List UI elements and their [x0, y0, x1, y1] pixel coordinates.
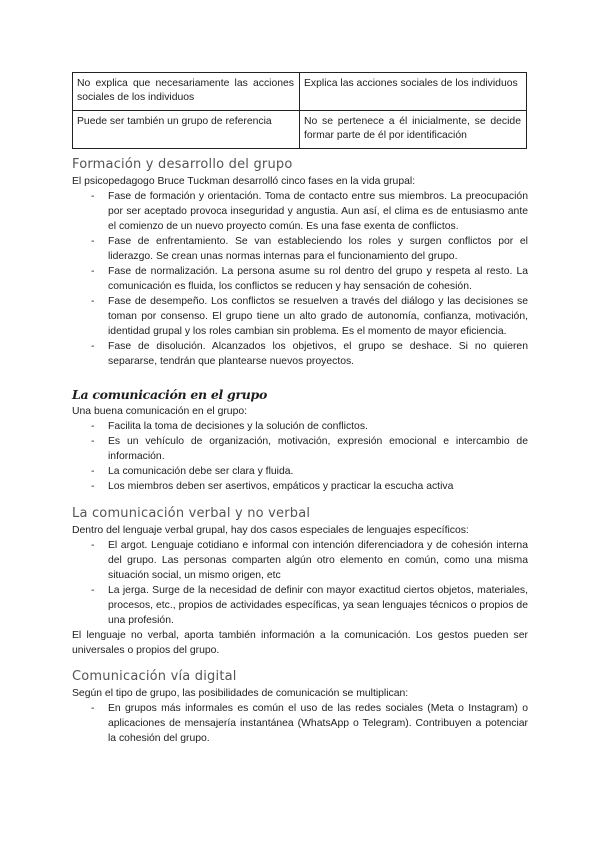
table-row: [73, 111, 527, 149]
section-digital: [72, 668, 528, 746]
bullet-dash: -: [91, 296, 95, 307]
section-outro: El lenguaje no verbal, aporta también información a la comunicación. Los gestos pueden ser universales o propios del grupo.: [72, 630, 528, 656]
table-cell: Explica las acciones sociales de los individuos: [300, 73, 527, 111]
table-cell: Puede ser también un grupo de referencia: [73, 111, 300, 149]
section-formacion: [72, 156, 528, 369]
digital-list: [72, 701, 528, 746]
table-cell: No se pertenece a él inicialmente, se decide formar parte de él por identificación: [300, 111, 527, 149]
phase-list: [72, 189, 528, 369]
bullet-dash: -: [91, 236, 95, 247]
list-item: - Facilita la toma de decisiones y la solución de conflictos.: [91, 421, 368, 432]
document-body: [72, 156, 528, 746]
section-verbal: [72, 505, 528, 658]
language-list: [72, 538, 528, 628]
list-item: - Es un vehículo de organización, motivación, expresión emocional e intercambio de información.: [91, 436, 528, 462]
communication-list: [72, 419, 528, 494]
bullet-dash: -: [91, 540, 95, 551]
section-title: La comunicación en el grupo: [72, 387, 268, 402]
list-item: - La jerga. Surge de la necesidad de definir con mayor exactitud ciertos objetos, materiales, procesos, etc., propios de actividades específicas, ya sean lenguajes técnicos o propios de una profesión.: [91, 585, 528, 626]
section-intro: El psicopedagogo Bruce Tuckman desarrolló cinco fases en la vida grupal:: [72, 176, 416, 187]
bullet-dash: -: [91, 191, 95, 202]
section-title: La comunicación verbal y no verbal: [72, 506, 311, 521]
bullet-dash: -: [91, 703, 95, 714]
section-intro: Dentro del lenguaje verbal grupal, hay dos casos especiales de lenguajes específicos:: [72, 525, 469, 536]
list-item: - En grupos más informales es común el uso de las redes sociales (Meta o Instagram) o aplicaciones de mensajería instantánea (WhatsApp o Telegram). Contribuyen a potenciar la cohesión del grupo.: [91, 703, 528, 744]
bullet-dash: -: [91, 466, 95, 477]
table-row: [73, 73, 527, 111]
list-item: - El argot. Lenguaje cotidiano e informal con intención diferenciadora y de cohesión interna del grupo. Las personas comparten algún otro elemento en común, como una misma situación social, un mismo origen, etc: [91, 540, 528, 581]
bullet-dash: -: [91, 585, 95, 596]
bullet-dash: -: [91, 436, 95, 447]
comparison-table: [72, 72, 527, 149]
bullet-dash: -: [91, 481, 95, 492]
section-intro: Según el tipo de grupo, las posibilidades de comunicación se multiplican:: [72, 688, 409, 699]
bullet-dash: -: [91, 266, 95, 277]
list-item: - Fase de normalización. La persona asume su rol dentro del grupo y respeta al resto. La comunicación es fluida, los conflictos se reducen y hay sensación de cohesión.: [91, 266, 528, 292]
bullet-dash: -: [91, 421, 95, 432]
bullet-dash: -: [91, 341, 95, 352]
list-item: - La comunicación debe ser clara y fluida.: [91, 466, 294, 477]
table-cell: No explica que necesariamente las acciones sociales de los individuos: [73, 73, 300, 111]
list-item: - Fase de formación y orientación. Toma de contacto entre sus miembros. La preocupación por ser aceptado provoca inseguridad y angustia. Aun así, el clima es de entusiasmo ante el comienzo de un nuevo proyecto común. Es una fase exenta de conflictos.: [91, 191, 528, 232]
list-item: - Fase de disolución. Alcanzados los objetivos, el grupo se deshace. Si no quieren separarse, tendrán que plantearse nuevos proyectos.: [91, 341, 528, 367]
list-item: - Fase de enfrentamiento. Se van estableciendo los roles y surgen conflictos por el liderazgo. Se crean unas normas internas para el funcionamiento del grupo.: [91, 236, 528, 262]
section-intro: Una buena comunicación en el grupo:: [72, 406, 248, 417]
list-item: - Los miembros deben ser asertivos, empáticos y practicar la escucha activa: [91, 481, 454, 492]
section-title: Comunicación vía digital: [72, 669, 237, 684]
list-item: - Fase de desempeño. Los conflictos se resuelven a través del diálogo y las decisiones se toman por consenso. El grupo tiene un alto grado de autonomía, confianza, motivación, identidad grupal y los roles cambian sin problema. Es el momento de mayor eficiencia.: [91, 296, 528, 337]
section-comunicacion: [72, 386, 528, 494]
section-title: Formación y desarrollo del grupo: [72, 157, 293, 172]
